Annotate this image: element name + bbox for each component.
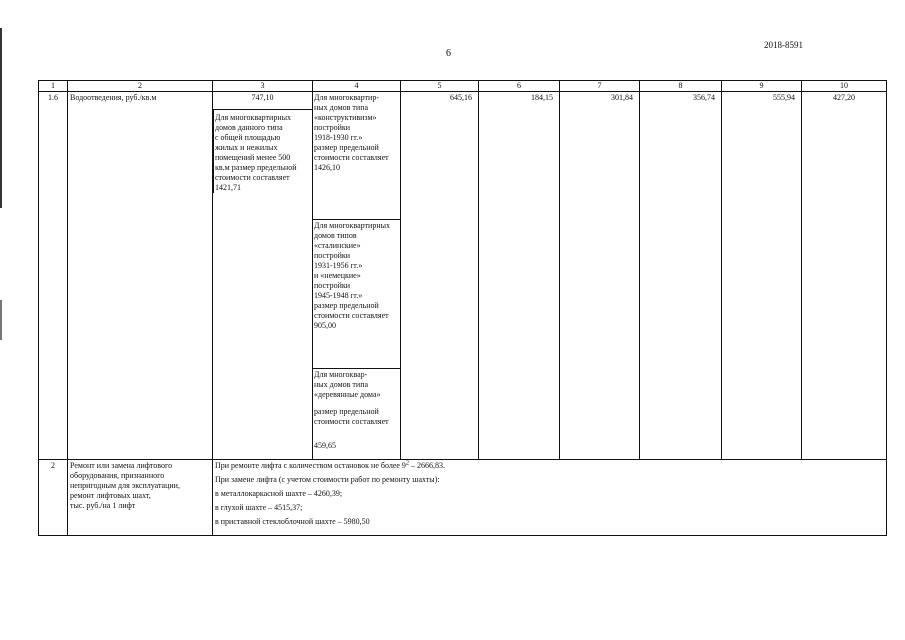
row-number: 2 (39, 460, 68, 536)
header-cell: 2 (68, 81, 213, 92)
header-cell: 7 (560, 81, 640, 92)
col10-value: 427,20 (802, 92, 887, 460)
col3-value: 747,10 (251, 93, 274, 102)
col5-value: 645,16 (401, 92, 479, 460)
block-line: «конструктивизм» (314, 113, 377, 122)
block-line: размер предельной (314, 301, 379, 310)
block-line: размер предельной (314, 407, 379, 416)
block-line: ных домов типа (314, 380, 369, 389)
table-row-2 (39, 460, 887, 536)
block-line: 1426,10 (314, 163, 340, 172)
block-line: 1945-1948 гг.» (314, 291, 363, 300)
header-cell: 3 (213, 81, 313, 92)
document-code: 2018-8591 (764, 40, 803, 50)
col4-cell (313, 92, 401, 460)
block-line: и «немецкие» (314, 271, 361, 280)
note-line: 1421,71 (215, 183, 241, 192)
tariff-table (38, 80, 887, 536)
header-cell: 6 (479, 81, 560, 92)
col9-value: 555,94 (722, 92, 802, 460)
row-number: 1.6 (39, 92, 68, 460)
block-line: 905,00 (314, 321, 336, 330)
col6-value: 184,15 (479, 92, 560, 460)
title-line: тыс. руб./на 1 лифт (70, 501, 136, 510)
header-cell: 10 (802, 81, 887, 92)
block-line: «деревянные дома» (314, 390, 381, 399)
lift-replace-item: в приставной стеклоблочной шахте – 5980,50 (215, 517, 370, 526)
scan-edge-mark (0, 300, 2, 340)
col3-cell (213, 92, 313, 460)
title-line: ремонт лифтовых шахт, (70, 491, 151, 500)
row-title (68, 460, 213, 536)
col4-block-wooden (313, 369, 400, 449)
col3-note (213, 109, 312, 193)
block-line: домов типов (314, 231, 357, 240)
lift-replace-item: в металлокаркасной шахте – 4260,39; (215, 489, 343, 498)
block-line: постройки (314, 281, 351, 290)
title-line: Ремонт или замена лифтового (70, 461, 173, 470)
col4-block-stalinist (313, 220, 400, 369)
page-number: 6 (446, 48, 451, 59)
scan-edge-mark (0, 28, 2, 208)
title-line: оборудования, признанного (70, 471, 165, 480)
block-line: стоимости составляет (314, 311, 389, 320)
block-value: 459,65 (314, 441, 336, 450)
title-line: непригодным для эксплуатации, (70, 481, 180, 490)
lift-replace-intro: При замене лифта (с учетом стоимости работ по ремонту шахты): (215, 475, 440, 484)
block-line: стоимости составляет (314, 417, 389, 426)
header-cell: 4 (313, 81, 401, 92)
header-cell: 5 (401, 81, 479, 92)
block-line: Для многоквар- (314, 370, 368, 379)
block-line: Для многоквартирных (314, 221, 390, 230)
block-line: постройки (314, 251, 351, 260)
note-line: кв.м размер предельной (215, 163, 297, 172)
header-cell: 8 (640, 81, 722, 92)
col4-block-constructivism (313, 92, 400, 220)
col7-value: 301,84 (560, 92, 640, 460)
lift-description-cell (213, 460, 887, 536)
table-row-1-6 (39, 92, 887, 460)
note-line: помещений менее 500 (215, 153, 291, 162)
note-line: домов данного типа (215, 123, 283, 132)
note-line: жилых и нежилых (215, 143, 278, 152)
lift-repair-text: При ремонте лифта с количеством остановок не более $9^2 - 2666,83$. (215, 460, 445, 470)
table-header-row (39, 81, 887, 92)
lift-replace-item: в глухой шахте – 4515,37; (215, 503, 303, 512)
note-line: с общей площадью (215, 133, 281, 142)
block-line: размер предельной (314, 143, 379, 152)
block-line: «сталинские» (314, 241, 361, 250)
row-title: Водоотведения, руб./кв.м (68, 92, 213, 460)
block-line: стоимости составляет (314, 153, 389, 162)
block-line: 1931-1956 гг.» (314, 261, 363, 270)
note-line: Для многоквартирных (215, 113, 291, 122)
block-line: ных домов типа (314, 103, 369, 112)
col8-value: 356,74 (640, 92, 722, 460)
block-line: Для многоквартир- (314, 93, 379, 102)
block-line: 1918-1930 гг.» (314, 133, 363, 142)
header-cell: 9 (722, 81, 802, 92)
header-cell: 1 (39, 81, 68, 92)
block-line: постройки (314, 123, 351, 132)
note-line: стоимости составляет (215, 173, 290, 182)
